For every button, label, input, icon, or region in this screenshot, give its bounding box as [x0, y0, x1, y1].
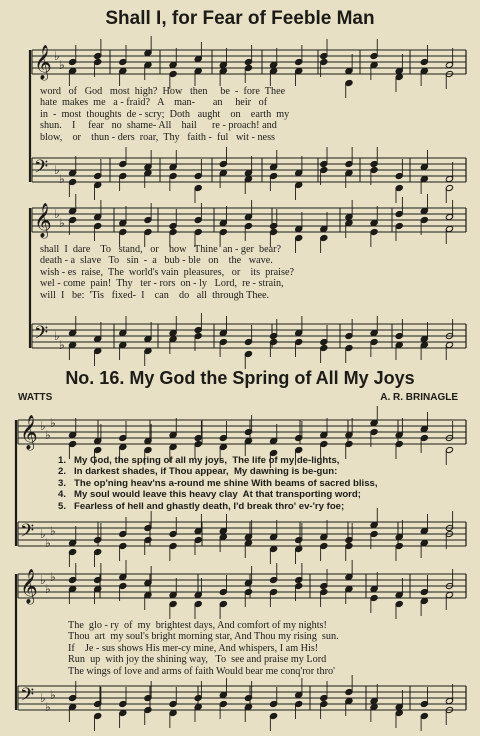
flat-icon: ♭: [50, 570, 56, 584]
bass-clef-icon: 𝄢: [34, 157, 49, 182]
flat-icon: ♭: [40, 573, 46, 587]
flat-icon: ♭: [50, 524, 56, 538]
hymn-number-title: No. 16. My God the Spring of All My Joys: [65, 368, 415, 388]
flat-icon: ♭: [54, 207, 60, 221]
flat-icon: ♭: [45, 582, 51, 596]
lyric-line: 3. The op'ning heav'ns a-round me shine With beams of sacred bliss,: [58, 477, 378, 489]
lyric-line: death - a slave To sin - a bub - ble on the wave.: [40, 255, 273, 267]
flat-icon: ♭: [50, 688, 56, 702]
treble-clef-icon: 𝄞: [20, 569, 38, 604]
flat-icon: ♭: [40, 527, 46, 541]
lyric-line: 5. Fearless of hell and ghastly death, I'd break thro' ev-'ry foe;: [58, 500, 345, 512]
lyric-line: will I be: 'Tis fixed- I can do all through Thee.: [40, 289, 270, 301]
flat-icon: ♭: [59, 338, 65, 352]
bass-clef-icon: 𝄢: [20, 685, 35, 710]
flat-icon: ♭: [45, 428, 51, 442]
words-credit: WATTS: [18, 392, 53, 403]
lyric-line: 1. My God, the spring of all my joys, The life of my de-lights,: [58, 455, 340, 466]
bass-clef-icon: 𝄢: [34, 323, 49, 348]
flat-icon: ♭: [54, 329, 60, 343]
lyrics-block: [40, 86, 460, 143]
lyrics-block: [58, 455, 468, 512]
lyric-line: Run up with joy the shining way, To see and praise my Lord: [68, 654, 327, 666]
lyric-line: shun. I fear no shame- All hail re - proach! and: [40, 120, 277, 132]
lyric-line: in - most thoughts de - scry; Doth aught on earth my: [40, 108, 290, 120]
flat-icon: ♭: [40, 691, 46, 705]
lyric-line: word of God most high? How then be - fore Thee: [40, 86, 286, 97]
lyric-line: 2. In darkest shades, if Thou appear, My dawning is be-gun:: [58, 466, 338, 478]
flat-icon: ♭: [40, 419, 46, 433]
lyrics-block: [40, 244, 460, 301]
treble-clef-icon: 𝄞: [34, 203, 52, 238]
flat-icon: ♭: [50, 416, 56, 430]
lyrics-block: [68, 620, 468, 677]
treble-clef-icon: 𝄞: [20, 415, 38, 450]
lyric-line: 4. My soul would leave this heavy clay At that transporting word;: [58, 489, 361, 501]
treble-clef-icon: 𝄞: [34, 45, 52, 80]
lyric-line: wish - es raise, The world's vain pleasures, or its praise?: [40, 266, 295, 278]
hymn-title: Shall I, for Fear of Feeble Man: [105, 8, 375, 29]
music-credit: A. R. BRINAGLE: [380, 392, 458, 403]
lyric-line: hate makes me a - fraid? A man- an heir of: [40, 97, 268, 109]
lyric-line: The wings of love and arms of faith Would bear me conq'ror thro': [68, 665, 335, 677]
lyric-line: shall I dare To stand, or how Thine an - ger bear?: [40, 244, 282, 255]
flat-icon: ♭: [54, 163, 60, 177]
flat-icon: ♭: [59, 58, 65, 72]
flat-icon: ♭: [45, 536, 51, 550]
flat-icon: ♭: [59, 216, 65, 230]
bass-clef-icon: 𝄢: [20, 521, 35, 546]
lyric-line: blow, or thun - ders roar, Thy faith - ful wit - ness: [40, 131, 275, 143]
flat-icon: ♭: [54, 49, 60, 63]
lyric-line: The glo - ry of my brightest days, And comfort of my nights!: [68, 620, 327, 631]
flat-icon: ♭: [45, 700, 51, 714]
lyric-line: If Je - sus shows His mer-cy mine, And whispers, I am His!: [68, 642, 319, 654]
lyric-line: Thou art my soul's bright morning star, And Thou my rising sun.: [68, 631, 339, 643]
flat-icon: ♭: [59, 172, 65, 186]
lyric-line: wel - come pain! Thy ter - rors on - ly Lord, re - strain,: [40, 278, 284, 290]
